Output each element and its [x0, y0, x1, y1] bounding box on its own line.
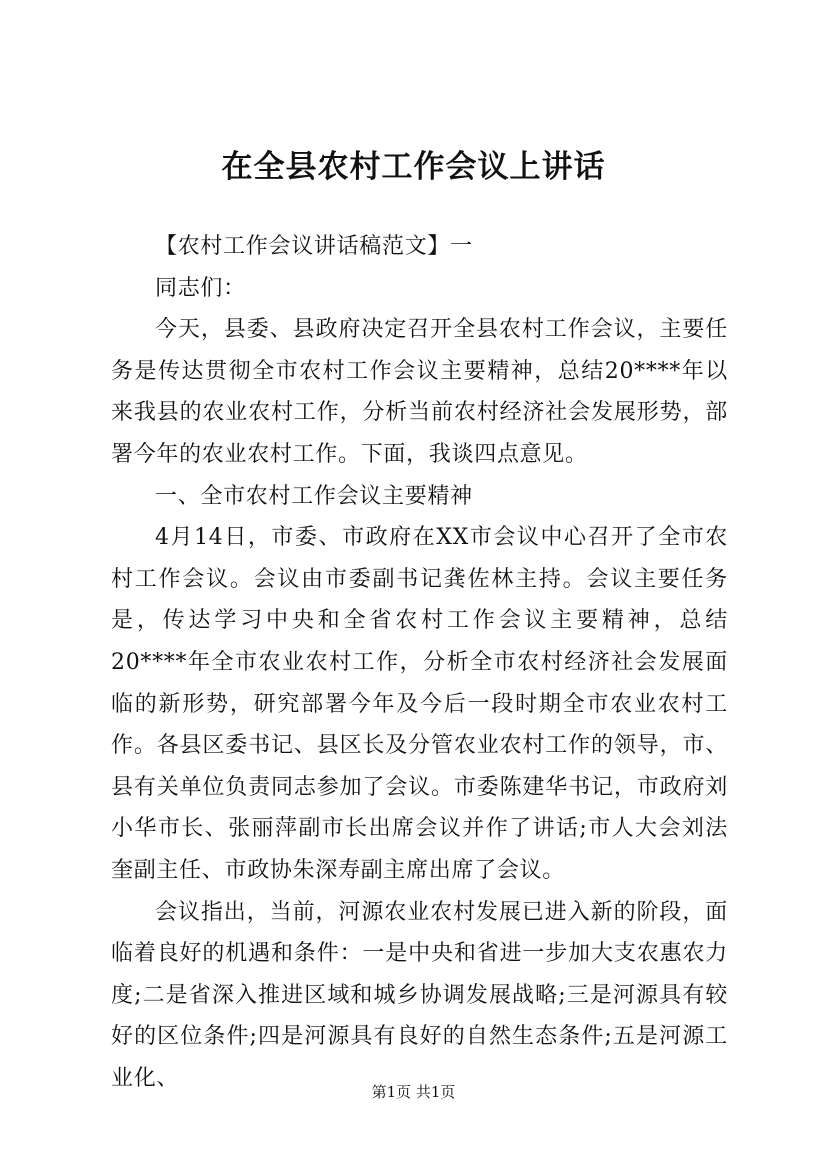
paragraph-meeting: 4月14日，市委、市政府在XX市会议中心召开了全市农村工作会议。会议由市委副书记龚佐林主持。会议主要任务是，传达学习中央和全省农村工作会议主要精神，总结20****年全市农业农村工作，分析全市农村经济社会发展面临的新形势，研究部署今年及今后一段时期全市农业农村工作。各县区委书记、县区长及分管农业农村工作的领导，市、县有关单位负责同志参加了会议。市委陈建华书记，市政府刘小华市长、张丽萍副市长出席会议并作了讲话;市人大会刘法奎副主任、市政协朱深寿副主席出席了会议。	[111, 525, 728, 883]
page-number-footer: 第1页 共1页	[371, 1083, 456, 1101]
document-body	[111, 226, 728, 1099]
paragraph-opportunities: 会议指出，当前，河源农业农村发展已进入新的阶段，面临着良好的机遇和条件：一是中央和省进一步加大支农惠农力度;二是省深入推进区域和城乡协调发展战略;三是河源具有较好的区位条件;四是河源具有良好的自然生态条件;五是河源工业化、	[111, 899, 728, 1091]
paragraph-salutation: 同志们：	[155, 275, 246, 301]
paragraph-intro: 今天，县委、县政府决定召开全县农村工作会议，主要任务是传达贯彻全市农村工作会议主要精神，总结20****年以来我县的农业农村工作，分析当前农村经济社会发展形势，部署今年的农业农村工作。下面，我谈四点意见。	[111, 317, 728, 467]
paragraph-subtitle: 【农村工作会议讲话稿范文】一	[155, 234, 473, 259]
section-heading-1: 一、全市农村工作会议主要精神	[155, 483, 473, 509]
page-title: 在全县农村工作会议上讲话	[221, 149, 606, 185]
